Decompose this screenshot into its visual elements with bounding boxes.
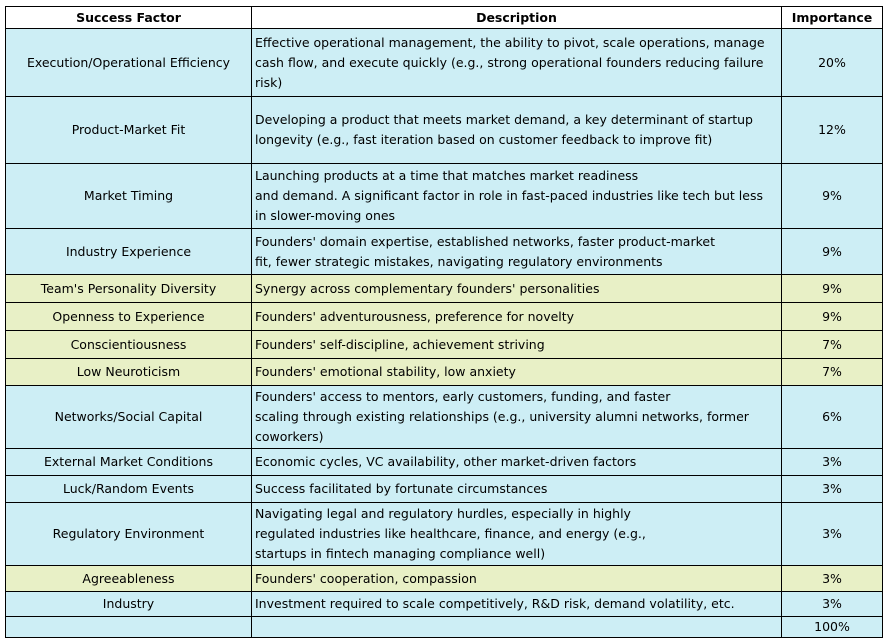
- table-row: [6, 449, 883, 476]
- description-cell[interactable]: Founders' access to mentors, early customers, funding, and faster scaling through existing relationships (e.g., university alumni networks, former coworkers): [252, 386, 782, 449]
- header-row: [6, 7, 883, 29]
- total-importance-cell[interactable]: 100%: [782, 617, 883, 638]
- factor-cell[interactable]: Agreeableness: [6, 566, 252, 592]
- factor-cell[interactable]: Regulatory Environment: [6, 503, 252, 566]
- table-row: [6, 566, 883, 592]
- factor-cell[interactable]: Openness to Experience: [6, 303, 252, 331]
- description-cell[interactable]: Navigating legal and regulatory hurdles, especially in highly regulated industries like healthcare, finance, and energy (e.g., startups in fintech managing compliance well): [252, 503, 782, 566]
- factor-cell[interactable]: Market Timing: [6, 164, 252, 229]
- description-cell[interactable]: Launching products at a time that matches market readiness and demand. A significant factor in role in fast-paced industries like tech but less in slower-moving ones: [252, 164, 782, 229]
- importance-cell[interactable]: 9%: [782, 164, 883, 229]
- importance-cell[interactable]: 9%: [782, 275, 883, 303]
- table-row: [6, 503, 883, 566]
- importance-cell[interactable]: 12%: [782, 97, 883, 164]
- importance-cell[interactable]: 3%: [782, 566, 883, 592]
- table-row: [6, 592, 883, 617]
- total-row: [6, 617, 883, 638]
- factor-cell[interactable]: Product-Market Fit: [6, 97, 252, 164]
- factor-cell[interactable]: Team's Personality Diversity: [6, 275, 252, 303]
- importance-cell[interactable]: 20%: [782, 29, 883, 97]
- table-row: [6, 476, 883, 503]
- header-success-factor[interactable]: Success Factor: [6, 7, 252, 29]
- total-description-cell[interactable]: [252, 617, 782, 638]
- table-row: [6, 164, 883, 229]
- factor-cell[interactable]: Networks/Social Capital: [6, 386, 252, 449]
- importance-cell[interactable]: 9%: [782, 303, 883, 331]
- table-row: [6, 359, 883, 386]
- importance-cell[interactable]: 7%: [782, 331, 883, 359]
- description-cell[interactable]: Founders' self-discipline, achievement striving: [252, 331, 782, 359]
- description-cell[interactable]: Founders' emotional stability, low anxiety: [252, 359, 782, 386]
- table-row: [6, 386, 883, 449]
- factor-cell[interactable]: Execution/Operational Efficiency: [6, 29, 252, 97]
- factor-cell[interactable]: Industry Experience: [6, 229, 252, 275]
- importance-cell[interactable]: 6%: [782, 386, 883, 449]
- description-cell[interactable]: Founders' domain expertise, established networks, faster product-market fit, fewer strategic mistakes, navigating regulatory environments: [252, 229, 782, 275]
- table-row: [6, 29, 883, 97]
- description-cell[interactable]: Success facilitated by fortunate circumstances: [252, 476, 782, 503]
- description-cell[interactable]: Founders' cooperation, compassion: [252, 566, 782, 592]
- importance-cell[interactable]: 3%: [782, 476, 883, 503]
- importance-cell[interactable]: 3%: [782, 503, 883, 566]
- importance-cell[interactable]: 3%: [782, 449, 883, 476]
- success-factors-table: [5, 6, 883, 638]
- table-row: [6, 97, 883, 164]
- importance-cell[interactable]: 7%: [782, 359, 883, 386]
- importance-cell[interactable]: 3%: [782, 592, 883, 617]
- header-importance[interactable]: Importance: [782, 7, 883, 29]
- factor-cell[interactable]: Luck/Random Events: [6, 476, 252, 503]
- description-cell[interactable]: Synergy across complementary founders' personalities: [252, 275, 782, 303]
- total-factor-cell[interactable]: [6, 617, 252, 638]
- description-cell[interactable]: Economic cycles, VC availability, other market-driven factors: [252, 449, 782, 476]
- table-row: [6, 229, 883, 275]
- importance-cell[interactable]: 9%: [782, 229, 883, 275]
- description-cell[interactable]: Developing a product that meets market demand, a key determinant of startup longevity (e.g., fast iteration based on customer feedback to improve fit): [252, 97, 782, 164]
- factor-cell[interactable]: External Market Conditions: [6, 449, 252, 476]
- description-cell[interactable]: Effective operational management, the ability to pivot, scale operations, manage cash flow, and execute quickly (e.g., strong operational founders reducing failure risk): [252, 29, 782, 97]
- description-cell[interactable]: Founders' adventurousness, preference for novelty: [252, 303, 782, 331]
- table-row: [6, 331, 883, 359]
- factor-cell[interactable]: Low Neuroticism: [6, 359, 252, 386]
- factor-cell[interactable]: Conscientiousness: [6, 331, 252, 359]
- header-description[interactable]: Description: [252, 7, 782, 29]
- factor-cell[interactable]: Industry: [6, 592, 252, 617]
- table-row: [6, 275, 883, 303]
- description-cell[interactable]: Investment required to scale competitively, R&D risk, demand volatility, etc.: [252, 592, 782, 617]
- table-row: [6, 303, 883, 331]
